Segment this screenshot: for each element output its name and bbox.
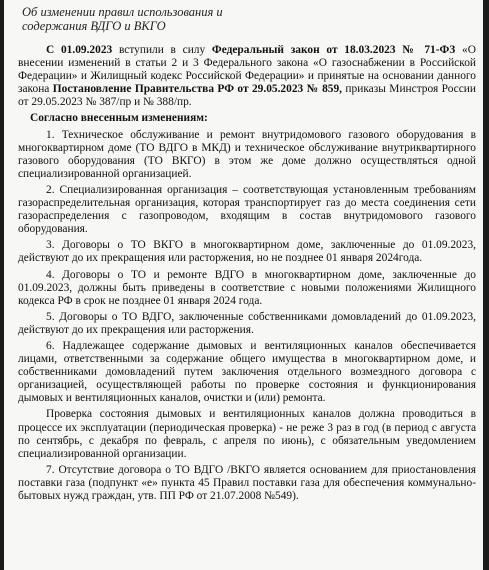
- document-page: [4, 0, 483, 570]
- intro-text-3: приказы Минстроя России от 29.05.2023 № 387/пр и № 388/пр.: [18, 83, 476, 109]
- intro-text-1: вступили в силу: [112, 44, 212, 56]
- document-title: [22, 5, 322, 33]
- title-line-1: Об изменении правил использования и: [22, 5, 223, 19]
- intro-date: С 01.09.2023: [46, 44, 113, 56]
- list-item-2: 2. Специализированная организация – соответствующая установленным требованиям газораспределительная организация, которая транспортирует газ до места соединения сети газораспределения с газопроводом, входящим в состав внутридомового газового оборудования.: [18, 183, 476, 236]
- section-heading: Согласно внесенным изменениям:: [30, 112, 208, 125]
- list-item-6: 6. Надлежащее содержание дымовых и вентиляционных каналов обеспечивается лицами, ответственными за содержание общего имущества в многоквартирном доме, и собственниками домовладений путем заключения отдельного возмездного договора с организацией, осуществляющей работы по проверке состояния и функционирования дымовых и вентиляционных каналов, очистки и (или) ремонта.: [18, 339, 476, 405]
- title-line-2: содержания ВДГО и ВКГО: [22, 19, 166, 33]
- list-item-6-note: Проверка состояния дымовых и вентиляционных каналов должна проводиться в процессе их эксплуатации (периодическая проверка) - не реже 3 раз в год (в период с августа по сентябрь, с декабря по февраль, с апреля по июнь), с обязательным уведомлением специализированной организации.: [18, 408, 476, 460]
- intro-paragraph: [18, 44, 476, 109]
- list-item-4: 4. Договоры о ТО и ремонте ВДГО в многоквартирном доме, заключенные до 01.09.2023, должны быть приведены в соответствие с новыми положениями Жилищного кодекса РФ в срок не позднее 01 января 2024 года.: [18, 268, 476, 307]
- list-item-1: 1. Техническое обслуживание и ремонт внутридомового газового оборудования в многоквартирном доме (ТО ВДГО в МКД) и техническое обслуживание внутриквартирного газового оборудования (ТО ВКГО) в этом же доме должно осуществляться одной специализированной организацией.: [18, 128, 476, 180]
- list-item-5: 5. Договоры о ТО ВДГО, заключенные собственниками домовладений до 01.09.2023, действуют до их прекращения или расторжения.: [18, 310, 476, 336]
- intro-text-2: «О внесении изменений в статьи 2 и 3 Федерального закона «О газоснабжении в Российской Федерации» и Жилищный кодекс Российской Федерации» и принятые на основании данного закона: [18, 44, 476, 96]
- list-item-3: 3. Договоры о ТО ВКГО в многоквартирном доме, заключенные до 01.09.2023, действуют до их прекращения или расторжения, но не позднее 01 января 2024года.: [18, 239, 476, 265]
- intro-law: Федеральный закон от 18.03.2023 № 71-ФЗ: [211, 44, 456, 56]
- document-body: [18, 44, 476, 506]
- intro-decree: Постановление Правительства РФ от 29.05.2023 № 859,: [52, 83, 343, 96]
- list-item-7: 7. Отсутствие договора о ТО ВДГО /ВКГО является основанием для приостановления поставки газа (подпункт «е» пункта 45 Правил поставки газа для обеспечения коммунально-бытовых нужд граждан, утв. ПП РФ от 21.07.2008 №549).: [18, 463, 476, 502]
